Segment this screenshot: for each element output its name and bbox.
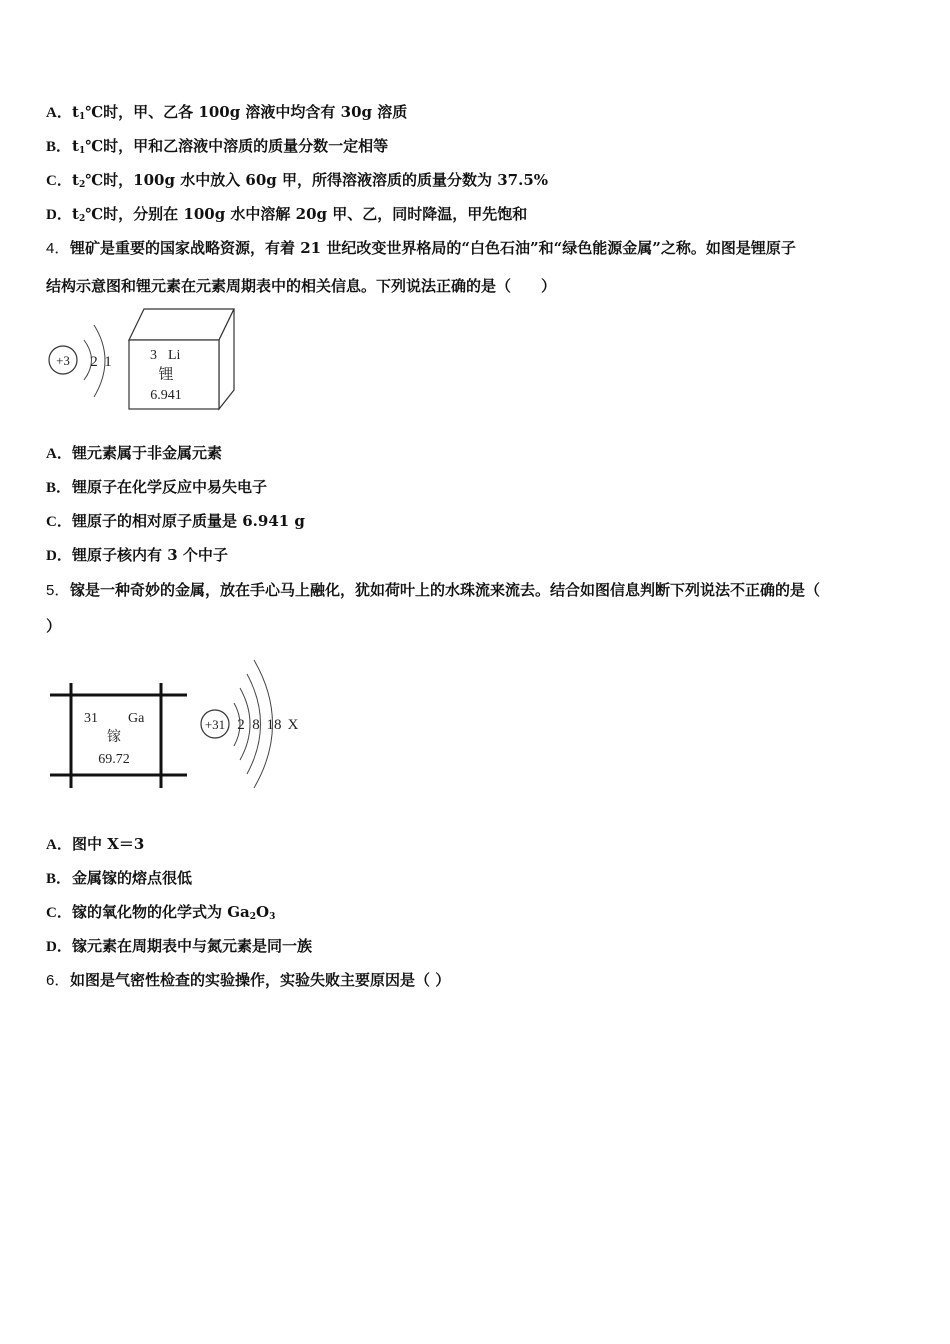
svg-text:31: 31 xyxy=(84,711,98,726)
q3-option-c: C．$t_2℃$时，100g 水中放入 60g 甲，所得溶液溶质的质量分数为 37.5% xyxy=(46,171,549,190)
q5-stem-line2: ） xyxy=(46,617,62,635)
svg-text:Ga: Ga xyxy=(128,711,145,726)
svg-text:+3: +3 xyxy=(56,353,70,368)
svg-text:69.72: 69.72 xyxy=(98,752,130,767)
q3-option-b: B．$t_1℃$时，甲和乙溶液中溶质的质量分数一定相等 xyxy=(46,137,389,156)
gallium-periodic-cell xyxy=(50,683,187,788)
q3-option-d: D．$t_2℃$时，分别在 100g 水中溶解 20g 甲、乙，同时降温，甲先饱和 xyxy=(46,205,528,224)
q4-option-c: C．锂原子的相对原子质量是 6.941 g xyxy=(46,512,305,530)
q4-stem-line2: 结构示意图和锂元素在元素周期表中的相关信息。下列说法正确的是（ ） xyxy=(46,277,557,295)
svg-text:6.941: 6.941 xyxy=(150,388,182,403)
q4-option-a: A．锂元素属于非金属元素 xyxy=(46,444,223,462)
lithium-atom-diagram xyxy=(49,325,112,397)
svg-text:2: 2 xyxy=(237,717,245,733)
q4-stem-line1: 4．锂矿是重要的国家战略资源，有着 21 世纪改变世界格局的“白色石油”和“绿色能源金属”之称。如图是锂原子 xyxy=(46,239,796,257)
q5-option-b: B．金属镓的熔点很低 xyxy=(46,869,193,887)
svg-text:镓: 镓 xyxy=(107,730,121,745)
q4-option-b: B．锂原子在化学反应中易失电子 xyxy=(46,478,268,496)
lithium-figure xyxy=(44,305,244,415)
q4-option-d: D．锂原子核内有 3 个中子 xyxy=(46,546,228,564)
svg-text:8: 8 xyxy=(252,717,260,733)
svg-text:Li: Li xyxy=(168,348,181,363)
svg-text:X: X xyxy=(287,717,299,733)
q6-stem: 6．如图是气密性检查的实验操作，实验失败主要原因是（ ） xyxy=(46,971,451,989)
svg-text:锂: 锂 xyxy=(158,367,174,383)
lithium-periodic-cell xyxy=(129,309,234,409)
q5-stem-line1: 5．镓是一种奇妙的金属，放在手心马上融化，犹如荷叶上的水珠流来流去。结合如图信息判断下列说法不正确的是（ xyxy=(46,581,821,599)
q5-option-c: C．镓的氧化物的化学式为 $Ga_2O_3$ xyxy=(46,903,276,922)
svg-text:18: 18 xyxy=(266,717,282,733)
q5-option-a: A．图中 X＝3 xyxy=(46,835,145,853)
q5-option-d: D．镓元素在周期表中与氮元素是同一族 xyxy=(46,937,313,955)
svg-text:+31: +31 xyxy=(204,717,226,732)
gallium-figure xyxy=(44,648,314,803)
svg-text:2: 2 xyxy=(90,354,98,370)
gallium-atom-diagram xyxy=(201,660,299,788)
svg-text:1: 1 xyxy=(104,354,112,370)
svg-text:3: 3 xyxy=(150,348,157,363)
q3-option-a: A．$t_1℃$时，甲、乙各 100g 溶液中均含有 30g 溶质 xyxy=(46,103,408,122)
